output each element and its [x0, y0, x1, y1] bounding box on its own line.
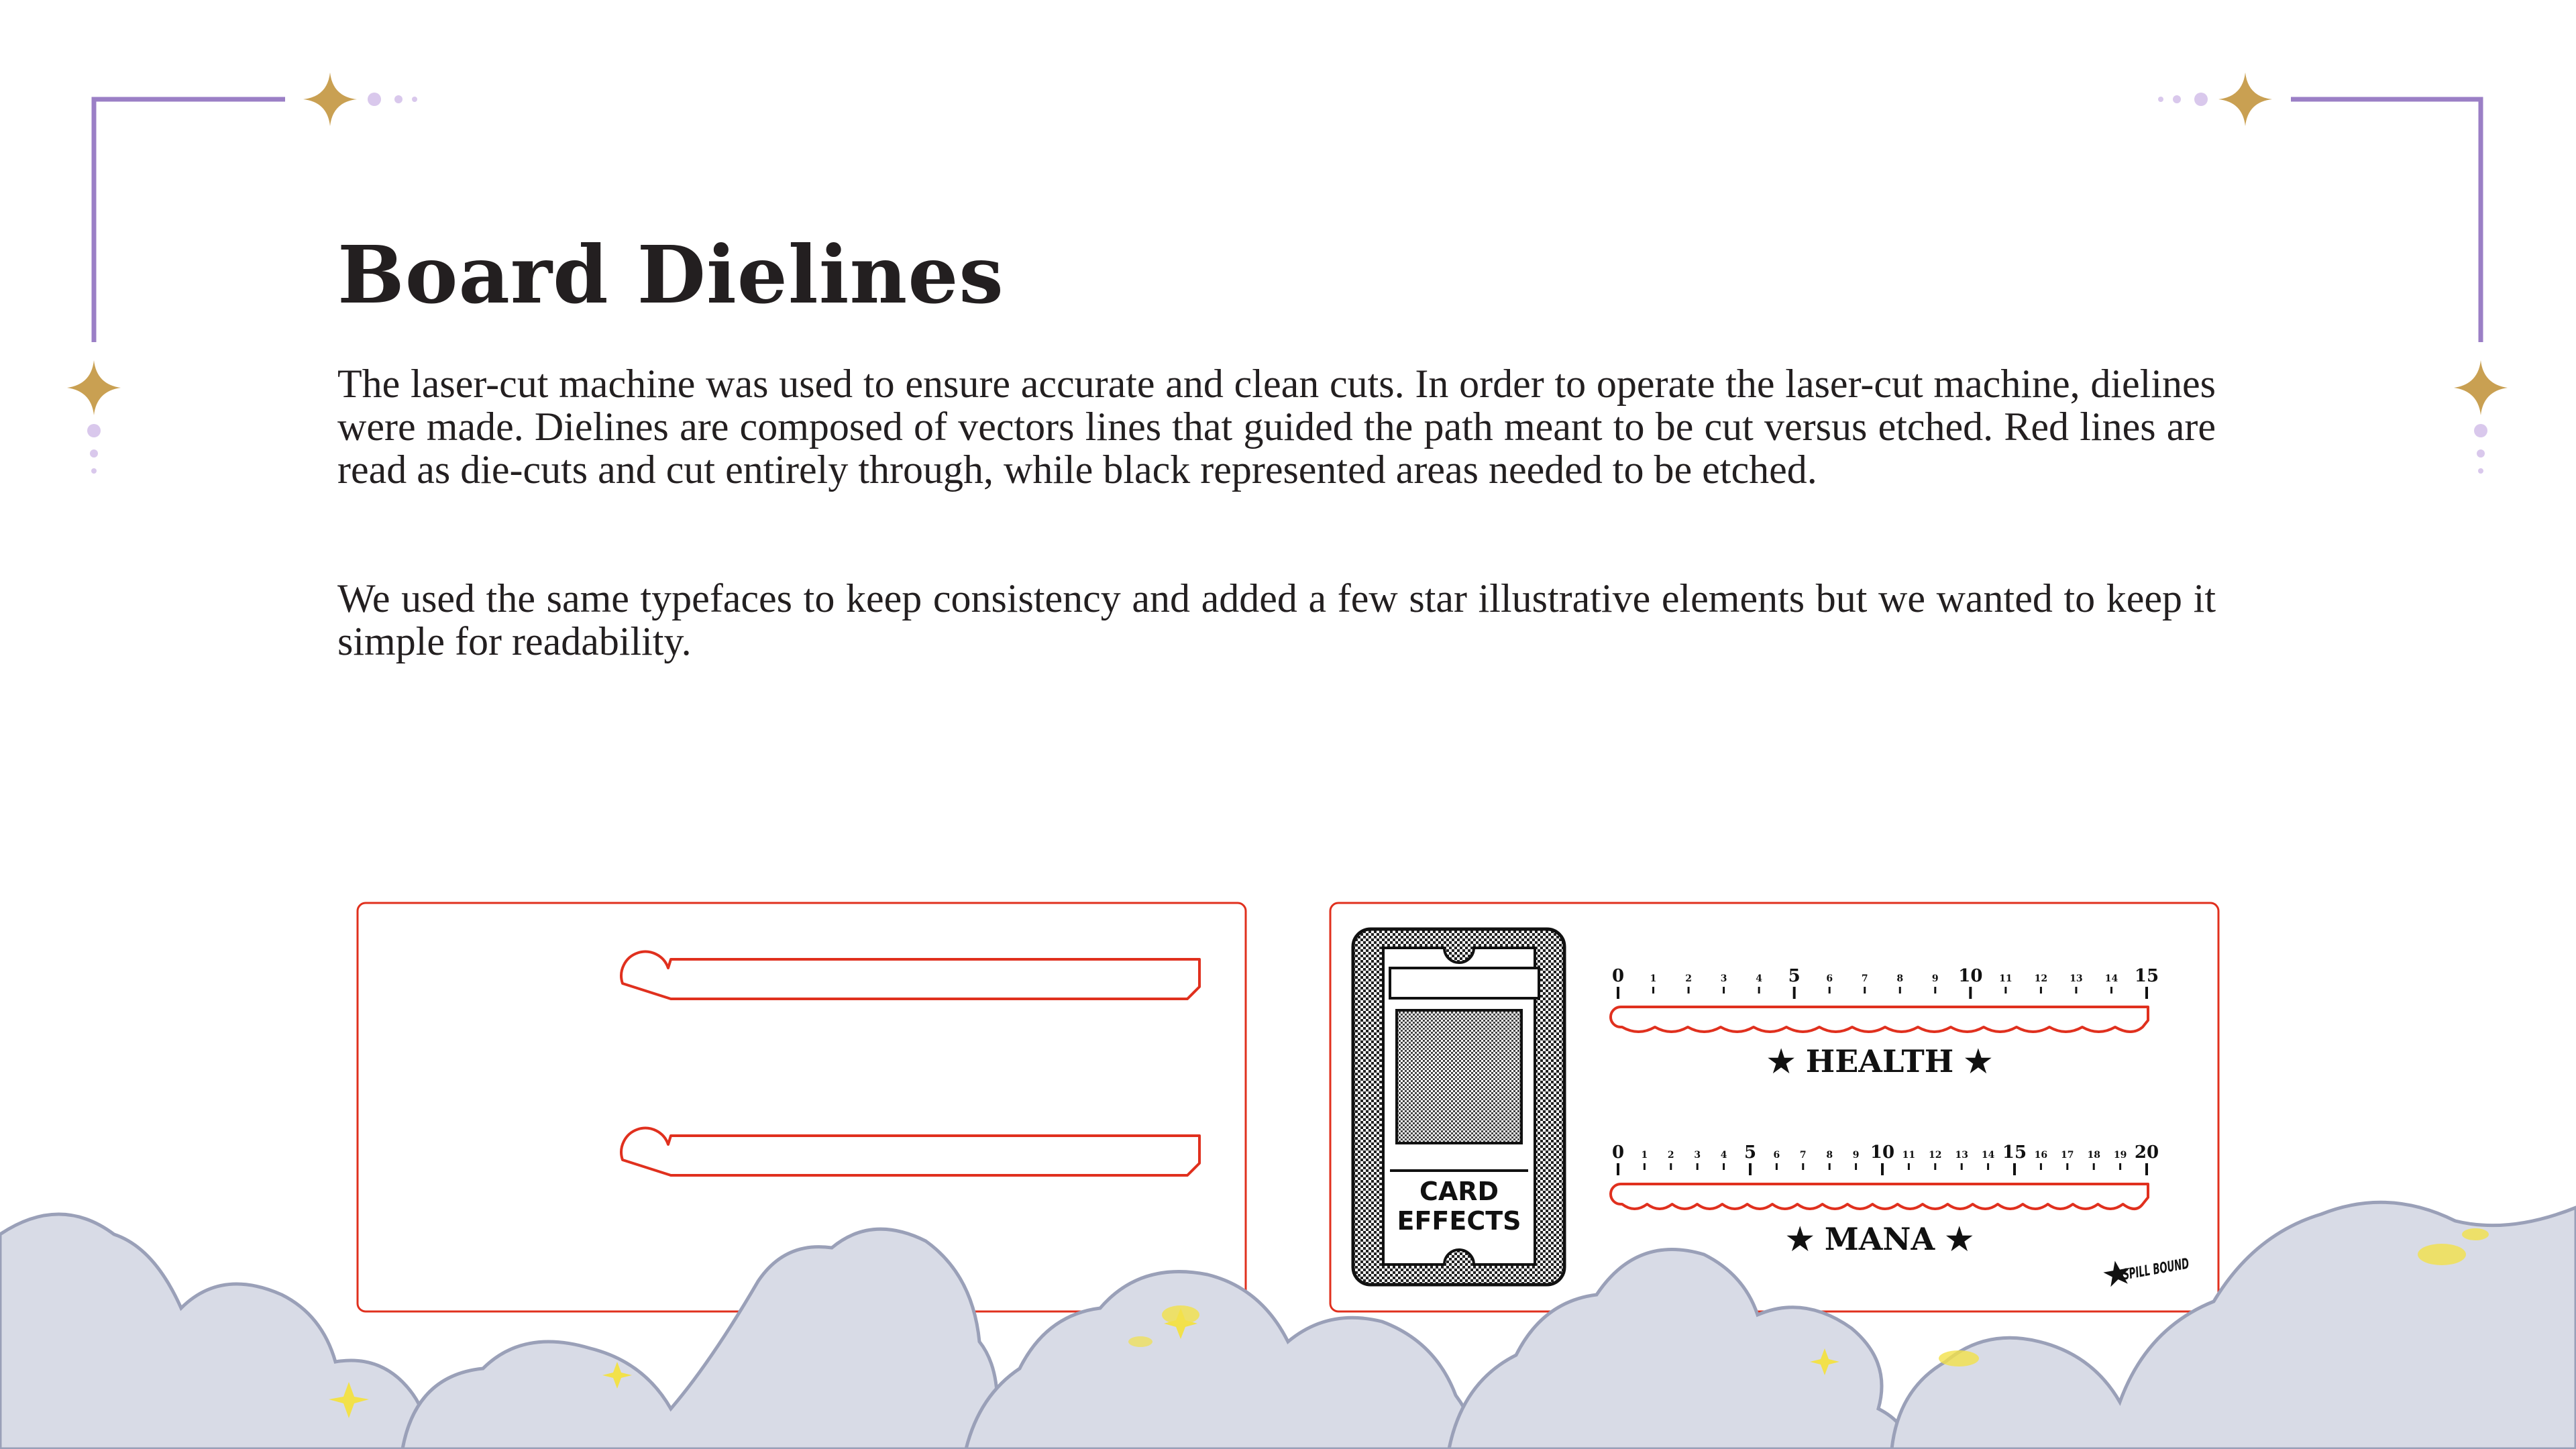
frame-dot [2194, 93, 2208, 106]
scale-tick-label: 0 [1611, 1142, 1625, 1163]
frame-dot [368, 93, 381, 106]
scale-tick-label: 6 [1826, 973, 1833, 984]
scale-tick-label: 0 [1611, 966, 1625, 986]
scale-tick-label: 8 [1826, 1150, 1833, 1161]
scale-tick-label: 10 [1870, 1142, 1895, 1163]
frame-dot [2173, 95, 2181, 103]
mana-label: ★ MANA ★ [1786, 1221, 1974, 1257]
track-slot-cutout [621, 952, 1199, 999]
scale-tick-label: 12 [1929, 1150, 1942, 1161]
scale-tick-label: 3 [1694, 1150, 1701, 1161]
scale-tick-label: 1 [1650, 973, 1657, 984]
mana-scale [1612, 1142, 2159, 1175]
scale-tick-label: 13 [2070, 973, 2083, 984]
mana-track-cutout [1611, 1184, 2148, 1209]
scale-tick-label: 5 [1743, 1142, 1757, 1163]
frame-dot [2478, 468, 2483, 474]
frame-dot [91, 468, 97, 474]
frame-dot [2474, 424, 2487, 437]
four-point-star-icon [303, 72, 357, 126]
scale-tick-label: 2 [1667, 1150, 1674, 1161]
frame-line-top-right [2291, 99, 2481, 342]
four-point-star-icon [2218, 72, 2272, 126]
scale-tick-label: 1 [1641, 1150, 1648, 1161]
scale-tick-label: 13 [1955, 1150, 1968, 1161]
frame-dot [90, 449, 98, 458]
cloud-shape [0, 1214, 429, 1449]
cloud-illustration [0, 1208, 2576, 1449]
scale-tick-label: 15 [2002, 1142, 2027, 1163]
health-label: ★ HEALTH ★ [1767, 1043, 1992, 1079]
four-point-star-icon [2454, 360, 2508, 415]
health-track-cutout [1611, 1007, 2148, 1032]
scale-tick-label: 9 [1931, 973, 1939, 984]
scale-tick-label: 4 [1756, 973, 1763, 984]
cloud-shape [1449, 1250, 1912, 1449]
cloud-shape [402, 1229, 998, 1449]
frame-line-top-left [94, 99, 285, 342]
scale-tick-label: 5 [1788, 966, 1801, 986]
scale-tick-label: 15 [2134, 966, 2159, 986]
scale-tick-label: 4 [1720, 1150, 1727, 1161]
scale-tick-label: 17 [2061, 1150, 2074, 1161]
sparkle-blob [1939, 1350, 1979, 1366]
scale-tick-label: 14 [2104, 973, 2118, 984]
scale-tick-label: 12 [2034, 973, 2048, 984]
body-paragraph-2: We used the same typefaces to keep consistency and added a few star illustrative elements but we wanted to keep it simple for readability. [337, 576, 2216, 663]
frame-dot [2158, 97, 2163, 102]
scale-tick-label: 14 [1981, 1150, 1995, 1161]
card-effects-label-line1: CARD [1419, 1177, 1499, 1206]
sparkle-blob [2418, 1244, 2466, 1265]
scale-tick-label: 16 [2034, 1150, 2048, 1161]
scale-tick-label: 6 [1773, 1150, 1780, 1161]
sparkle-blob [1162, 1305, 1199, 1324]
frame-dot [412, 97, 417, 102]
body-paragraph-1: The laser-cut machine was used to ensure accurate and clean cuts. In order to operate the laser-cut machine, dielines were made. Dielines are composed of vectors lines that guided the path meant to be cut versus etched. Red lines are read as die-cuts and cut entirely through, while black represented areas needed to be etched. [337, 362, 2216, 492]
cloud-shape [966, 1272, 1476, 1449]
frame-dot [394, 95, 402, 103]
scale-tick-label: 11 [1902, 1150, 1916, 1161]
scale-tick-label: 7 [1799, 1150, 1807, 1161]
frame-dot [2477, 449, 2485, 458]
scale-tick-label: 9 [1852, 1150, 1860, 1161]
scale-tick-label: 11 [1999, 973, 2012, 984]
scale-tick-label: 19 [2113, 1150, 2127, 1161]
frame-dot [87, 424, 101, 437]
card-effects-label-line2: EFFECTS [1397, 1206, 1521, 1236]
sparkle-blob [2462, 1228, 2489, 1240]
four-point-star-icon [67, 360, 121, 415]
scale-tick-label: 8 [1896, 973, 1904, 984]
scale-tick-label: 10 [1958, 966, 1983, 986]
health-scale [1612, 966, 2159, 999]
scale-tick-label: 7 [1861, 973, 1868, 984]
page-title: Board Dielines [337, 228, 1004, 321]
sparkle-blob [1128, 1336, 1152, 1347]
scale-tick-label: 20 [2134, 1142, 2159, 1163]
scale-tick-label: 2 [1685, 973, 1692, 984]
track-slot-cutout [621, 1128, 1199, 1175]
scale-tick-label: 18 [2087, 1150, 2100, 1161]
scale-tick-label: 3 [1720, 973, 1727, 984]
svg-text:SPILL BOUND: SPILL BOUND [2121, 1248, 2235, 1284]
